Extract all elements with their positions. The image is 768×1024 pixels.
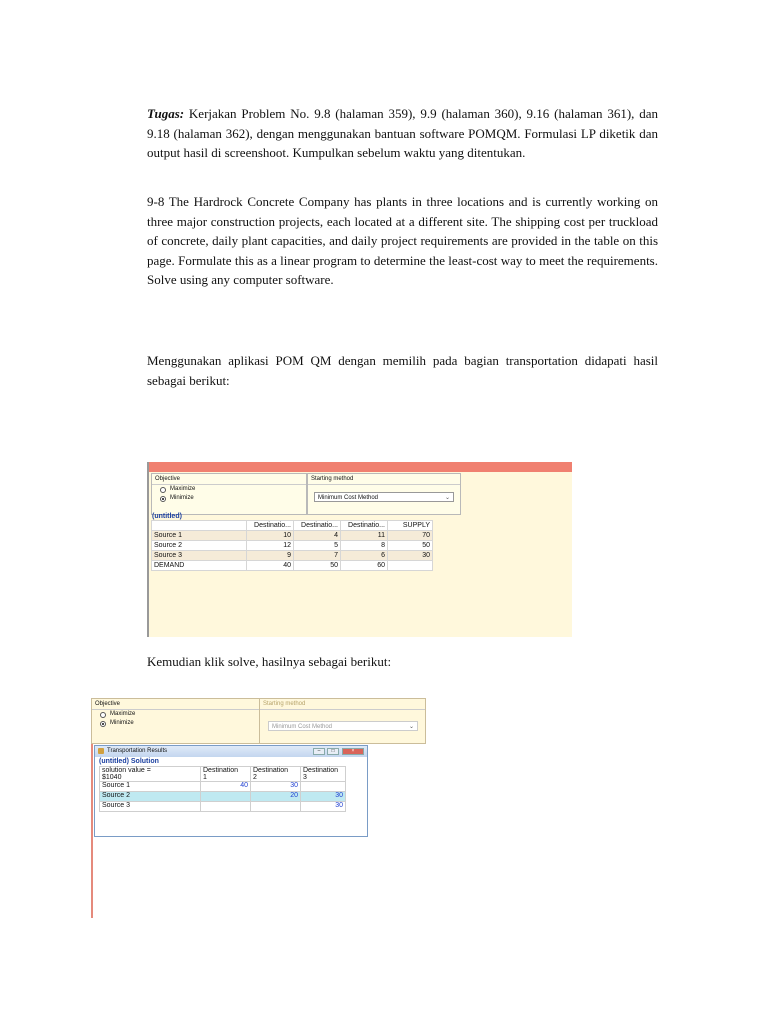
header-text: Destination [303,767,339,774]
header-cell [201,767,251,782]
minimize-option[interactable] [92,719,259,728]
cell[interactable]: 30 [388,551,433,561]
solution-cell [100,767,201,782]
task-label: Tugas: [147,106,185,121]
input-screenshot [147,462,572,637]
starting-method-select[interactable] [268,721,418,731]
cell [201,792,251,802]
header-cell: Destinatio... [294,521,341,531]
minimize-label: Minimize [110,720,134,726]
header-cell: SUPPLY [388,521,433,531]
row-label: Source 1 [152,531,247,541]
cell[interactable]: 50 [294,561,341,571]
radio-selected-icon[interactable] [100,721,106,727]
starting-method-value: Minimum Cost Method [272,724,333,730]
options-area [91,698,426,744]
cell[interactable]: 8 [341,541,388,551]
cell: 30 [301,792,346,802]
cell[interactable]: 6 [341,551,388,561]
results-table [99,766,346,812]
row-label: Source 3 [152,551,247,561]
cell[interactable]: 12 [247,541,294,551]
cell[interactable]: 60 [341,561,388,571]
header-text: Destination [253,767,289,774]
cell[interactable]: 10 [247,531,294,541]
row-label: Source 3 [100,802,201,812]
cell[interactable]: 50 [388,541,433,551]
cell: 30 [251,782,301,792]
header-cell: Destinatio... [341,521,388,531]
results-window [94,745,368,837]
header-cell [251,767,301,782]
app-icon [98,748,104,754]
window-title: Transportation Results [107,748,168,754]
radio-icon[interactable] [160,487,166,493]
table-row [100,782,346,792]
maximize-option[interactable] [152,485,306,494]
chevron-down-icon: ⌄ [444,495,450,501]
cell[interactable]: 40 [247,561,294,571]
cell[interactable]: 4 [294,531,341,541]
row-label: Source 1 [100,782,201,792]
close-icon[interactable]: × [342,748,364,755]
objective-panel [92,699,260,743]
table-row [100,792,346,802]
solve-paragraph: Kemudian klik solve, hasilnya sebagai berikut: [147,654,392,669]
starting-method-title: Starting method [308,474,460,485]
header-cell [301,767,346,782]
row-label: Source 2 [152,541,247,551]
cell[interactable]: 9 [247,551,294,561]
title-strip [149,462,572,472]
maximize-option[interactable] [92,710,259,719]
header-cell: Destinatio... [247,521,294,531]
header-number: 2 [253,774,257,781]
table-header-row [100,767,346,782]
row-label: DEMAND [152,561,247,571]
objective-title: Objective [152,474,306,485]
input-table [151,520,433,571]
objective-panel [151,473,307,515]
header-cell [152,521,247,531]
cell[interactable]: 11 [341,531,388,541]
table-title: (untitled) [152,513,182,520]
minimize-window-icon[interactable]: – [313,748,325,755]
header-number: 1 [203,774,207,781]
table-row [152,551,433,561]
solution-label: solution value = [102,767,151,774]
cell [201,802,251,812]
starting-method-panel [260,699,425,743]
table-row [152,531,433,541]
table-row [100,802,346,812]
cell [251,802,301,812]
table-header-row [152,521,433,531]
starting-method-title: Starting method [260,699,425,710]
cell: 30 [301,802,346,812]
starting-method-panel [307,473,461,515]
radio-icon[interactable] [100,712,106,718]
chevron-down-icon: ⌄ [408,724,414,730]
minimize-label: Minimize [170,495,194,501]
minimize-option[interactable] [152,494,306,503]
cell[interactable]: 5 [294,541,341,551]
row-label: Source 2 [100,792,201,802]
starting-method-select[interactable] [314,492,454,502]
task-paragraph [147,104,658,163]
cell: 40 [201,782,251,792]
problem-paragraph: 9-8 The Hardrock Concrete Company has plants in three locations and is currently working on three major construction projects, each located at a different site. The shipping cost per truckload of concrete, daily plant capacities, and daily project requirements are provided in the table on this page. Formulate this as a linear program to determine the least-cost way to meet the requirements. Solve using any computer software. [147,194,658,287]
cell[interactable]: 7 [294,551,341,561]
left-border [91,744,93,918]
header-text: Destination [203,767,239,774]
cell[interactable]: 70 [388,531,433,541]
radio-selected-icon[interactable] [160,496,166,502]
starting-method-value: Minimum Cost Method [318,495,379,501]
solution-title: (untitled) Solution [99,758,159,765]
header-number: 3 [303,774,307,781]
results-screenshot [91,698,426,918]
maximize-window-icon[interactable]: □ [327,748,339,755]
solution-value: $1040 [102,774,122,781]
table-row [152,541,433,551]
objective-title: Objective [92,699,259,710]
cell: 20 [251,792,301,802]
method-paragraph: Menggunakan aplikasi POM QM dengan memilih pada bagian transportation didapati hasil sebagai berikut: [147,353,658,388]
maximize-label: Maximize [170,486,196,492]
window-titlebar[interactable] [95,746,367,757]
cell[interactable] [388,561,433,571]
maximize-label: Maximize [110,711,136,717]
cell [301,782,346,792]
task-text: Kerjakan Problem No. 9.8 (halaman 359), 9.9 (halaman 360), 9.16 (halaman 361), dan 9.18 (halaman 362), dengan menggunakan bantuan software POMQM. Formulasi LP diketik dan output hasil di screenshoot. Kumpulkan sebelum waktu yang ditentukan. [147,106,658,160]
table-row [152,561,433,571]
